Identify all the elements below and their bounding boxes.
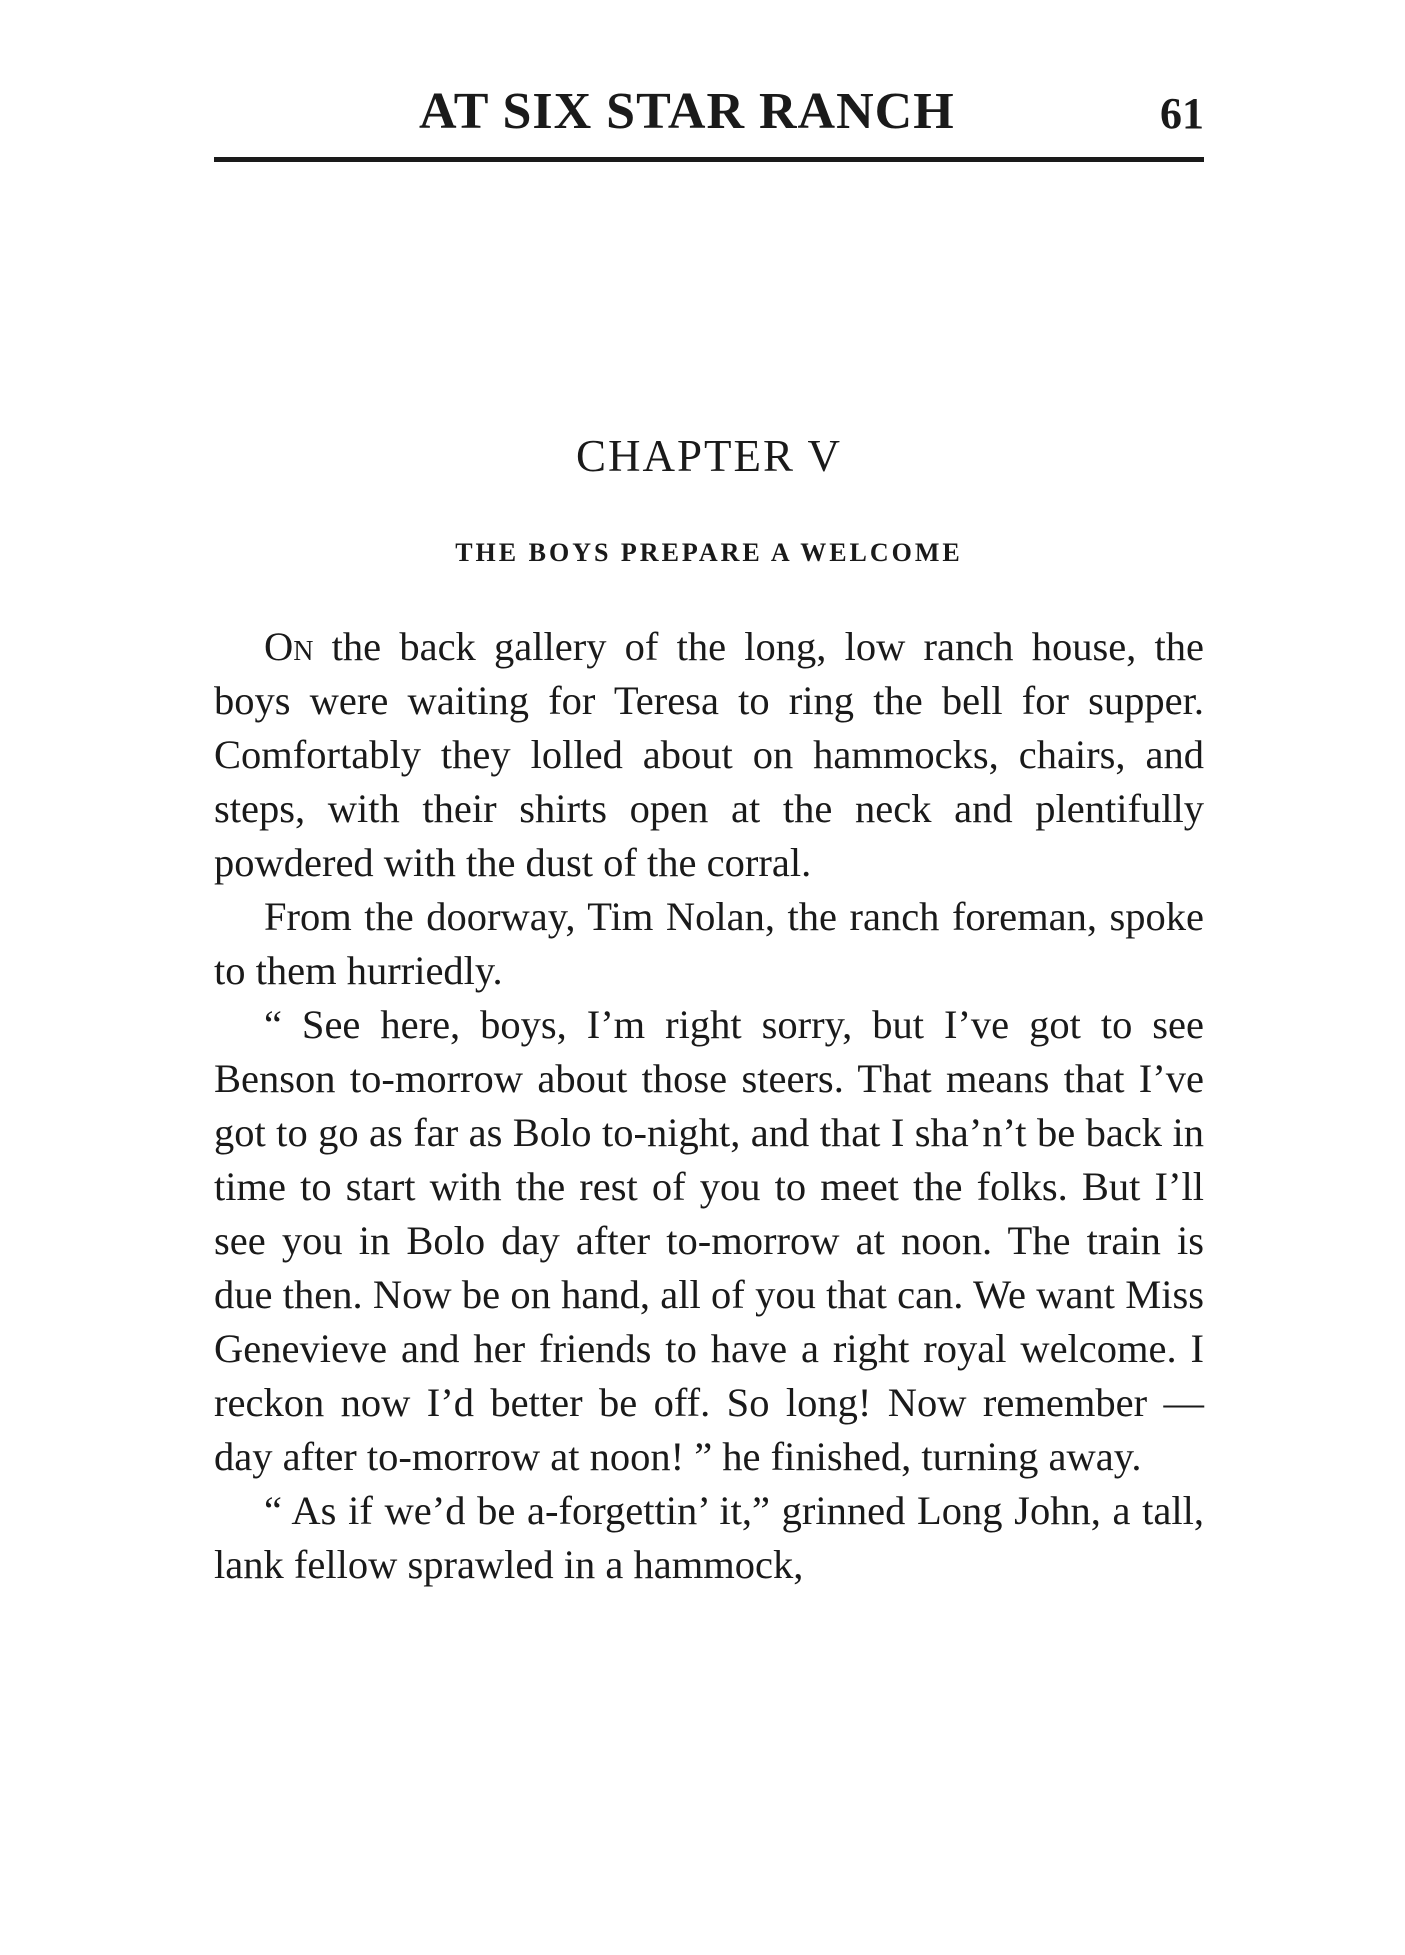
- chapter-number: CHAPTER V: [576, 431, 842, 481]
- body-text: [214, 620, 1204, 1592]
- paragraph-1-text: the back gallery of the long, low ranch house, the boys were waiting for Teresa to ring the bell for supper. Comfortably they lolled about on hammocks, chairs, and steps, with their shirts open at the neck and plentifully powdered with the dust of the corral.: [214, 624, 1204, 885]
- running-title: AT SIX STAR RANCH: [419, 83, 955, 140]
- page-number: 61: [1160, 89, 1204, 138]
- header-rule: [214, 157, 1204, 162]
- running-head: [214, 82, 1204, 152]
- paragraph-4: “ As if we’d be a-forgettin’ it,” grinned Long John, a tall, lank fellow sprawled in a hammock,: [214, 1488, 1204, 1587]
- paragraph-1-lead: On: [264, 624, 314, 669]
- paragraph-3: “ See here, boys, I’m right sorry, but I’ve got to see Benson to-morrow about those steers. That means that I’ve got to go as far as Bolo to-night, and that I sha’n’t be back in time to start with the rest of you to meet the folks. But I’ll see you in Bolo day after to-morrow at noon. The train is due then. Now be on hand, all of you that can. We want Miss Genevieve and her friends to have a right royal welcome. I reckon now I’d better be off. So long! Now remember — day after to-morrow at noon! ” he finished, turning away.: [214, 1002, 1204, 1479]
- paragraph-1: [214, 620, 1204, 890]
- chapter-title: THE BOYS PREPARE A WELCOME: [455, 538, 963, 567]
- paragraph-2: From the doorway, Tim Nolan, the ranch foreman, spoke to them hurriedly.: [214, 894, 1204, 993]
